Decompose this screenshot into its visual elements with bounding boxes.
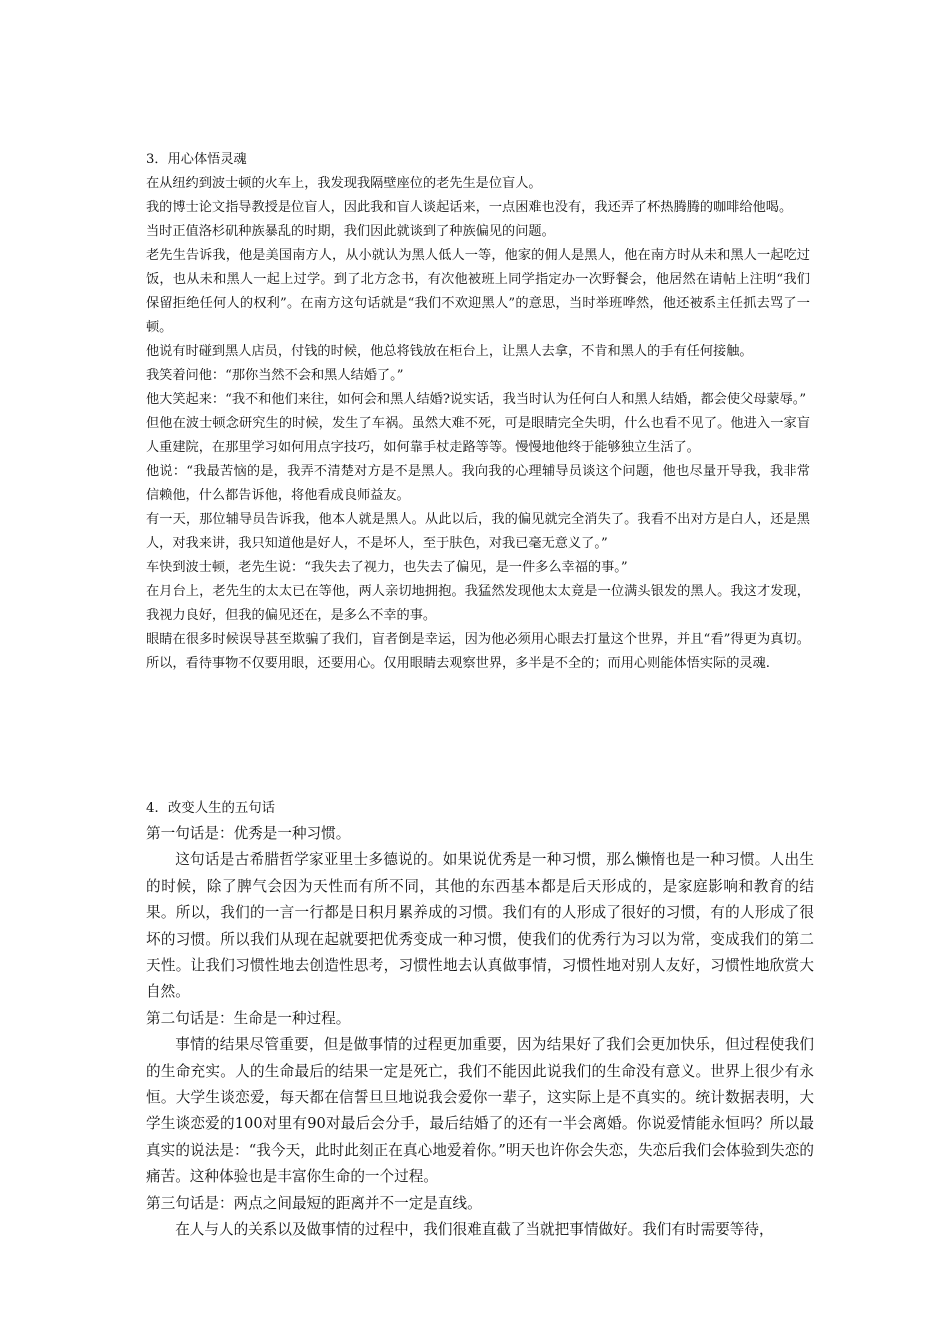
paragraph: 他说有时碰到黑人店员，付钱的时候，他总将钱放在柜台上，让黑人去拿，不肯和黑人的手有任何接触。 [146, 344, 753, 359]
paragraph: 在月台上，老先生的太太已在等他，两人亲切地拥抱。我猛然发现他太太竟是一位满头银发的黑人。我这才发现，我视力良好，但我的偏见还在，是多么不幸的事。 [146, 584, 810, 623]
paragraph: 在从纽约到波士顿的火车上，我发现我隔壁座位的老先生是位盲人。 [146, 176, 542, 191]
sentence-2-title: 第二句话是：生命是一种过程。 [146, 1009, 351, 1027]
sentence-1-body: 这句话是古希腊哲学家亚里士多德说的。如果说优秀是一种习惯，那么懒惰也是一种习惯。人出生的时候，除了脾气会因为天性而有所不同，其他的东西基本都是后天形成的，是家庭影响和教育的结果。所以，我们的一言一行都是日积月累养成的习惯。我们有的人形成了很好的习惯，有的人形成了很坏的习惯。所以我们从现在起就要把优秀变成一种习惯，使我们的优秀行为习以为常，变成我们的第二天性。让我们习惯性地去创造性思考，习惯性地去认真做事情，习惯性地对别人友好，习惯性地欣赏大自然。 [146, 851, 814, 1001]
sentence-2-body: 事情的结果尽管重要，但是做事情的过程更加重要，因为结果好了我们会更加快乐，但过程使我们的生命充实。人的生命最后的结果一定是死亡，我们不能因此说我们的生命没有意义。世界上很少有永恒。大学生谈恋爱，每天都在信誓旦旦地说我会爱你一辈子，这实际上是不真实的。统计数据表明，大学生谈恋爱的100对里有90对最后会分手，最后结婚了的还有一半会离婚。你说爱情能永恒吗？所以最真实的说法是：“我今天，此时此刻正在真心地爱着你。”明天也许你会失恋，失恋后我们会体验到失恋的痛苦。这种体验也是丰富你生命的一个过程。 [146, 1036, 814, 1186]
paragraph: 他说：“我最苦恼的是，我弄不清楚对方是不是黑人。我向我的心理辅导员谈这个问题，他也尽量开导我，我非常信赖他，什么都告诉他，将他看成良师益友。 [146, 464, 810, 503]
section-use-heart-to-feel-soul [146, 148, 810, 676]
sentence-1-title: 第一句话是：优秀是一种习惯。 [146, 825, 351, 842]
sentence-3-body: 在人与人的关系以及做事情的过程中，我们很难直截了当就把事情做好。我们有时需要等待， [175, 1221, 774, 1239]
paragraph: 我笑着问他：“那你当然不会和黑人结婚了。” [146, 368, 404, 383]
paragraph: 当时正值洛杉矶种族暴乱的时期，我们因此就谈到了种族偏见的问题。 [146, 224, 555, 239]
paragraph: 他大笑起来：“我不和他们来往，如何会和黑人结婚?说实话，我当时认为任何白人和黑人结婚，都会使父母蒙辱。” [146, 392, 807, 407]
paragraph: 我的博士论文指导教授是位盲人，因此我和盲人谈起话来，一点困难也没有，我还弄了杯热腾腾的咖啡给他喝。 [146, 200, 793, 215]
paragraph: 有一天，那位辅导员告诉我，他本人就是黑人。从此以后，我的偏见就完全消失了。我看不出对方是白人，还是黑人，对我来讲，我只知道他是好人，不是坏人，至于肤色，对我已毫无意义了。” [146, 512, 810, 551]
section-five-sentences [146, 797, 814, 1244]
section-4-heading: 4．改变人生的五句话 [146, 801, 276, 816]
paragraph: 但他在波士顿念研究生的时候，发生了车祸。虽然大难不死，可是眼睛完全失明，什么也看不见了。他进入一家盲人重建院，在那里学习如何用点字技巧，如何靠手杖走路等等。慢慢地他终于能够独立生活了。 [146, 416, 810, 455]
paragraph: 眼睛在很多时候误导甚至欺骗了我们，盲者倒是幸运，因为他必须用心眼去打量这个世界，并且“看”得更为真切。所以，看待事物不仅要用眼，还要用心。仅用眼睛去观察世界，多半是不全的；而用心则能体悟实际的灵魂. [146, 632, 810, 671]
paragraph: 老先生告诉我，他是美国南方人，从小就认为黑人低人一等，他家的佣人是黑人，他在南方时从未和黑人一起吃过饭，也从未和黑人一起上过学。到了北方念书，有次他被班上同学指定办一次野餐会，他居然在请帖上注明“我们保留拒绝任何人的权利”。在南方这句话就是“我们不欢迎黑人”的意思，当时举班哗然，他还被系主任抓去骂了一顿。 [146, 248, 810, 335]
sentence-3-title: 第三句话是：两点之间最短的距离并不一定是直线。 [146, 1194, 482, 1212]
section-3-heading: 3．用心体悟灵魂 [146, 152, 247, 167]
paragraph: 车快到波士顿，老先生说：“我失去了视力，也失去了偏见，是一件多么幸福的事。” [146, 560, 628, 575]
